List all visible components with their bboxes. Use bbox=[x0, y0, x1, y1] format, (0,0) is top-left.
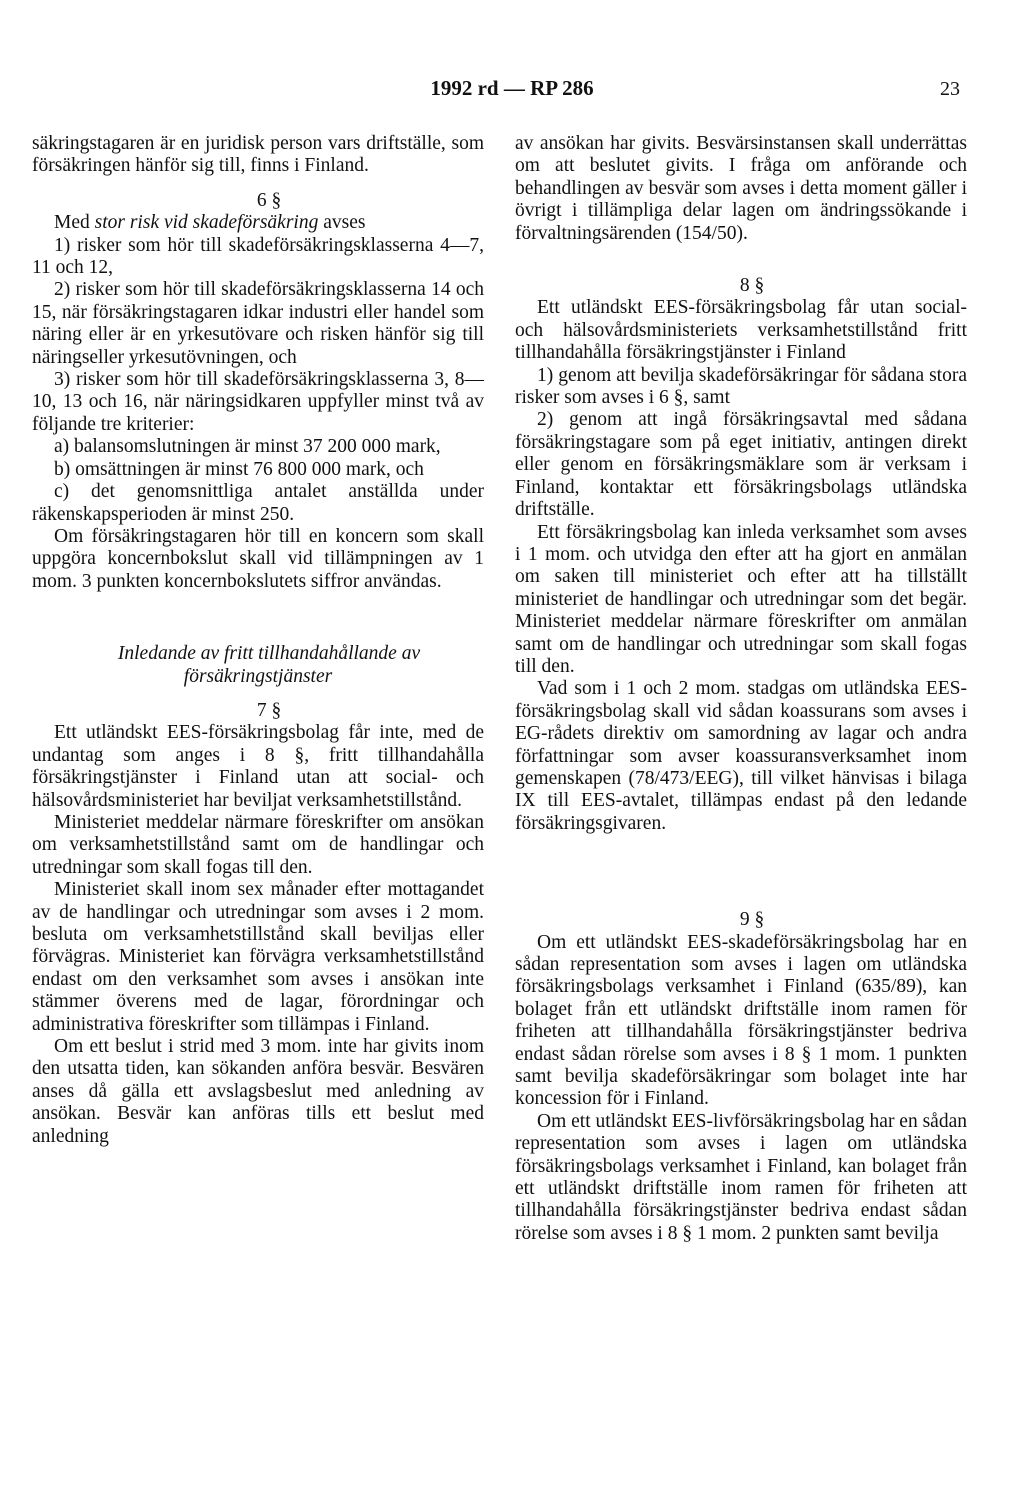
running-title: 1992 rd — RP 286 bbox=[430, 76, 594, 100]
page-number: 23 bbox=[940, 78, 960, 100]
text-span: avses bbox=[323, 212, 366, 234]
defined-term: stor risk vid skadeförsäkring bbox=[94, 212, 319, 234]
paragraph: c) det genomsnittliga antalet anställda under räkenskapsperioden är minst 250. bbox=[32, 481, 484, 525]
paragraph: 2) risker som hör till skadeförsäkringsklasserna 14 och 15, när försäkringstagaren idkar industri eller handel som näring eller är en yrkesutövare och risken hänför sig till näringseller yrkesutövningen, och bbox=[32, 279, 484, 368]
paragraph: Ett utländskt EES-försäkringsbolag får inte, med de undantag som anges i 8 §, fritt tillhandahålla försäkringstjänster i Finland utan att social- och hälsovårdsministeriet har beviljat verksamhetstillstånd. bbox=[32, 722, 484, 811]
left-column bbox=[32, 133, 484, 1148]
section-7-heading: 7 § bbox=[256, 699, 282, 721]
chapter-heading: Inledande av fritt tillhandahållande av försäkringstjänster bbox=[117, 643, 421, 687]
section-6-heading: 6 § bbox=[256, 189, 282, 211]
paragraph: Ett utländskt EES-försäkringsbolag får utan social- och hälsovårdsministeriets verksamhetstillstånd fritt tillhandahålla försäkringstjänster i Finland bbox=[515, 297, 967, 364]
paragraph bbox=[32, 212, 484, 234]
paragraph: Om ett utländskt EES-skadeförsäkringsbolag har en sådan representation som avses i lagen om utländska försäkringsbolags verksamhet i Finland (635/89), kan bolaget från ett utländskt driftställe inom ramen för friheten att tillhandahålla försäkringstjänster bedriva endast sådan rörelse som avses i 8 § 1 mom. 1 punkten samt bevilja skadeförsäkringar som bolaget inte har koncession för i Finland. bbox=[515, 931, 967, 1110]
paragraph: Ett försäkringsbolag kan inleda verksamhet som avses i 1 mom. och utvidga den efter att ha gjort en anmälan om saken till ministeriet och efter att ha tillställt ministeriet de handlingar och utredningar som det begär. Ministeriet meddelar närmare föreskrifter om anmälan samt om de handlingar och utredningar som skall fogas till den. bbox=[515, 521, 967, 677]
paragraph: Vad som i 1 och 2 mom. stadgas om utländska EES-försäkringsbolag skall vid sådan koassurans som avses i EG-rådets direktiv om samordning av lagar och andra författningar som avser koassuransverksamhet inom gemenskapen (78/473/EEG), till vilket hänvisas i bilaga IX till EES-avtalet, tillämpas endast på den ledande försäkringsgivaren. bbox=[515, 678, 967, 834]
paragraph: Om försäkringstagaren hör till en koncern som skall uppgöra koncernbokslut skall vid tillämpningen av 1 mom. 3 punkten koncernbokslutets siffror användas. bbox=[32, 525, 484, 592]
paragraph: Ministeriet meddelar närmare föreskrifter om ansökan om verksamhetstillstånd samt om de handlingar och utredningar som skall fogas till den. bbox=[32, 811, 484, 878]
paragraph: 1) genom att bevilja skadeförsäkringar för sådana stora risker som avses i 6 §, samt bbox=[515, 364, 967, 409]
section-8-heading: 8 § bbox=[739, 275, 765, 297]
page-header bbox=[0, 76, 1024, 104]
paragraph: säkringstagaren är en juridisk person vars driftställe, som försäkringen hänför sig till, finns i Finland. bbox=[32, 133, 484, 177]
paragraph: Ministeriet skall inom sex månader efter mottagandet av de handlingar och utredningar som avses i 2 mom. besluta om verksamhetstillstånd skall beviljas eller förvägras. Ministeriet kan förvägra verksamhetstillstånd endast om den verksamhet som avses i ansökan inte stämmer överens med de lagar, förordningar och administrativa föreskrifter som tillämpas i Finland. bbox=[32, 879, 484, 1035]
paragraph: 3) risker som hör till skadeförsäkringsklasserna 3, 8—10, 13 och 16, när näringsidkaren uppfyller minst två av följande tre kriterier: bbox=[32, 369, 484, 435]
paragraph: 1) risker som hör till skadeförsäkringsklasserna 4—7, 11 och 12, bbox=[32, 234, 484, 279]
paragraph: b) omsättningen är minst 76 800 000 mark, och bbox=[54, 458, 424, 480]
section-9-heading: 9 § bbox=[739, 909, 765, 931]
paragraph: Om ett beslut i strid med 3 mom. inte har givits inom den utsatta tiden, kan sökanden anföra besvär. Besvären anses då gälla ett avslagsbeslut med anledning av ansökan. Besvär kan anföras tills ett beslut med anledning bbox=[32, 1036, 484, 1147]
paragraph: av ansökan har givits. Besvärsinstansen skall underrättas om att beslutet givits. I fråga om anförande och behandlingen av besvär som avses i detta moment gäller i övrigt i tillämpliga delar lagen om ändringssökande i förvaltningsärenden (154/50). bbox=[515, 133, 967, 244]
right-column bbox=[515, 133, 967, 1245]
paragraph: 2) genom att ingå försäkringsavtal med sådana försäkringstagare som på eget initiativ, antingen direkt eller genom en försäkringsmäklare som är verksam i Finland, kontaktar ett försäkringsbolags utländska driftställe. bbox=[515, 409, 967, 521]
paragraph: a) balansomslutningen är minst 37 200 000 mark, bbox=[54, 436, 441, 458]
paragraph: Om ett utländskt EES-livförsäkringsbolag har en sådan representation som avses i lagen om utländska försäkringsbolags verksamhet i Finland, kan bolaget från ett utländskt driftställe inom ramen för friheten att tillhandahålla försäkringstjänster bedriva endast sådan rörelse som avses i 8 § 1 mom. 2 punkten samt bevilja bbox=[515, 1110, 967, 1244]
text-span: Med bbox=[54, 212, 90, 234]
